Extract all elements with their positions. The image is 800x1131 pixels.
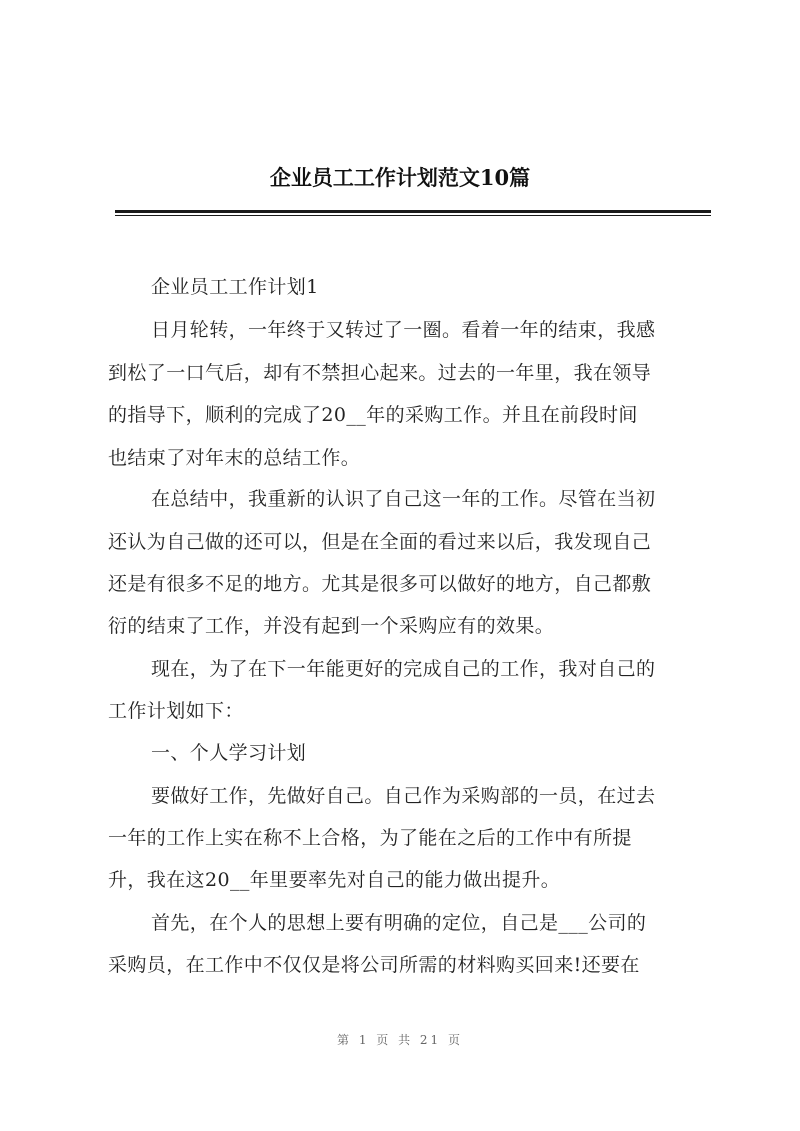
paragraph-line: 日月轮转，一年终于又转过了一圈。看着一年的结束，我感 bbox=[151, 319, 656, 341]
paragraph-line: 衍的结束了工作，并没有起到一个采购应有的效果。 bbox=[108, 615, 555, 637]
paragraph-line: 在总结中，我重新的认识了自己这一年的工作。尽管在当初 bbox=[151, 488, 656, 510]
subsection-heading: 一、个人学习计划 bbox=[151, 742, 307, 764]
paragraph-line: 首先，在个人的思想上要有明确的定位，自己是___公司的 bbox=[151, 912, 647, 934]
page-number-footer: 第 1 页 共 21 页 bbox=[337, 1033, 463, 1047]
paragraph-line: 还认为自己做的还可以，但是在全面的看过来以后，我发现自己 bbox=[108, 531, 652, 553]
paragraph-line: 也结束了对年末的总结工作。 bbox=[108, 447, 361, 469]
title-divider-thick bbox=[115, 210, 711, 213]
paragraph-line: 现在，为了在下一年能更好的完成自己的工作，我对自己的 bbox=[151, 658, 656, 680]
document-title: 企业员工工作计划范文10篇 bbox=[269, 165, 531, 190]
paragraph-line: 工作计划如下： bbox=[108, 700, 244, 722]
paragraph-line: 一年的工作上实在称不上合格，为了能在之后的工作中有所提 bbox=[108, 827, 632, 849]
section-heading: 企业员工工作计划1 bbox=[151, 276, 319, 298]
paragraph-line: 还是有很多不足的地方。尤其是很多可以做好的地方，自己都敷 bbox=[108, 573, 652, 595]
title-divider-thin bbox=[115, 215, 711, 216]
paragraph-line: 采购员，在工作中不仅仅是将公司所需的材料购买回来!还要在 bbox=[108, 954, 640, 976]
paragraph-line: 升，我在这20__年里要率先对自己的能力做出提升。 bbox=[108, 869, 561, 891]
paragraph-line: 要做好工作，先做好自己。自己作为采购部的一员，在过去 bbox=[151, 785, 656, 807]
paragraph-line: 到松了一口气后，却有不禁担心起来。过去的一年里，我在领导 bbox=[108, 362, 652, 384]
paragraph-line: 的指导下，顺利的完成了20__年的采购工作。并且在前段时间 bbox=[108, 404, 638, 426]
